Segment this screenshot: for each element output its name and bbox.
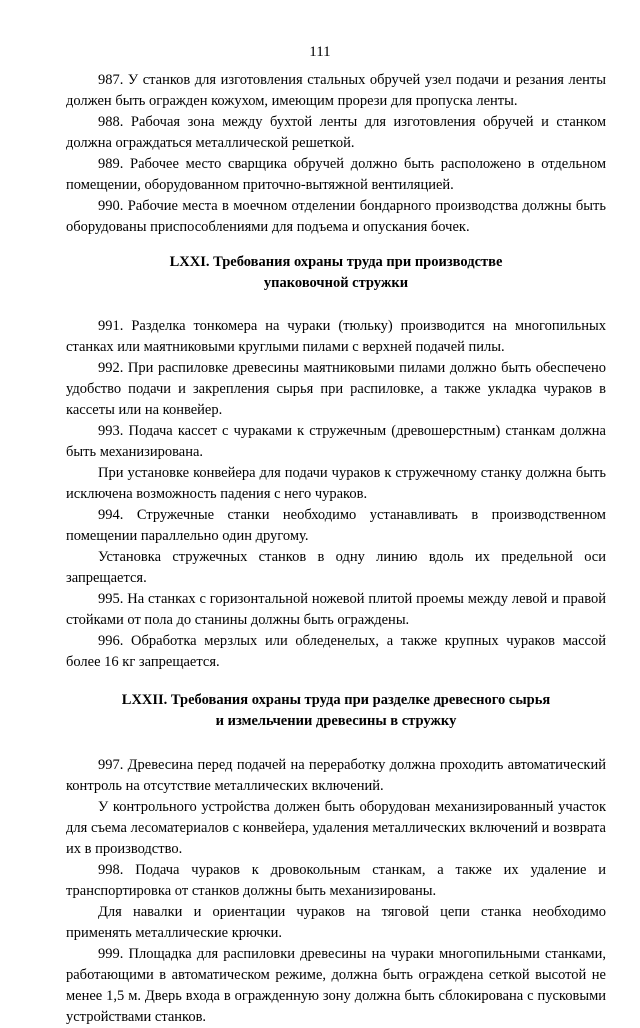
document-body xyxy=(66,70,606,1028)
paragraph-995: 995. На станках с горизонтальной ножевой плитой проемы между левой и правой стойками от пола до станины должны быть ограждены. xyxy=(66,591,606,628)
paragraph-992: 992. При распиловке древесины маятниковыми пилами должно быть обеспечено удобство подачи и закрепления сырья при распиловке, а также укладка чураков в кассеты или на конвейер. xyxy=(66,360,606,418)
paragraph-997-control-device: У контрольного устройства должен быть оборудован механизированный участок для съема лесоматериалов с конвейера, удаления металлических включений и возврата их в производство. xyxy=(66,799,606,857)
paragraph-991: 991. Разделка тонкомера на чураки (тюльку) производится на многопильных станках или маятниковыми круглыми пилами с верхней подачей пилы. xyxy=(66,318,606,355)
section-heading-lxxi-line2: упаковочной стружки xyxy=(263,275,409,291)
paragraph-998-hooks: Для навалки и ориентации чураков на тяговой цепи станка необходимо применять металлические крючки. xyxy=(66,904,606,941)
paragraph-988: 988. Рабочая зона между бухтой ленты для изготовления обручей и станком должна ограждаться металлической решеткой. xyxy=(66,114,606,151)
section-heading-lxxii-line2: и измельчении древесины в стружку xyxy=(215,713,457,729)
section-heading-lxxi-line1: LXXI. Требования охраны труда при производстве xyxy=(169,254,503,270)
paragraph-990: 990. Рабочие места в моечном отделении бондарного производства должны быть оборудованы приспособлениями для подъема и опускания бочек. xyxy=(66,198,606,235)
paragraph-993: 993. Подача кассет с чураками к стружечным (древошерстным) станкам должна быть механизирована. xyxy=(66,423,606,460)
paragraph-989: 989. Рабочее место сварщика обручей должно быть расположено в отдельном помещении, оборудованном приточно-вытяжной вентиляцией. xyxy=(66,156,606,193)
paragraph-987: 987. У станков для изготовления стальных обручей узел подачи и резания ленты должен быть огражден кожухом, имеющим прорези для пропуска ленты. xyxy=(66,72,606,109)
section-heading-lxxii-line1: LXXII. Требования охраны труда при разделке древесного сырья xyxy=(121,692,551,708)
page-number: 111 xyxy=(309,44,331,60)
paragraph-997: 997. Древесина перед подачей на переработку должна проходить автоматический контроль на отсутствие металлических включений. xyxy=(66,757,606,794)
paragraph-998: 998. Подача чураков к дровокольным станкам, а также их удаление и транспортировка от станков должны быть механизированы. xyxy=(66,862,606,899)
paragraph-999: 999. Площадка для распиловки древесины на чураки многопильными станками, работающими в автоматическом режиме, должна быть ограждена сеткой высотой не менее 1,5 м. Дверь входа в огражденную зону должна быть сблокирована с пусковыми устройствами станков. xyxy=(66,946,606,1025)
paragraph-994: 994. Стружечные станки необходимо устанавливать в производственном помещении параллельно один другому. xyxy=(66,507,606,544)
paragraph-993-conveyor: При установке конвейера для подачи чураков к стружечному станку должна быть исключена возможность падения с него чураков. xyxy=(66,465,606,502)
section-heading-lxxi xyxy=(66,252,606,294)
section-heading-lxxii xyxy=(66,690,606,732)
paragraph-994-line-install: Установка стружечных станков в одну линию вдоль их предельной оси запрещается. xyxy=(66,549,606,586)
paragraph-996: 996. Обработка мерзлых или обледенелых, а также крупных чураков массой более 16 кг запрещается. xyxy=(66,633,606,670)
